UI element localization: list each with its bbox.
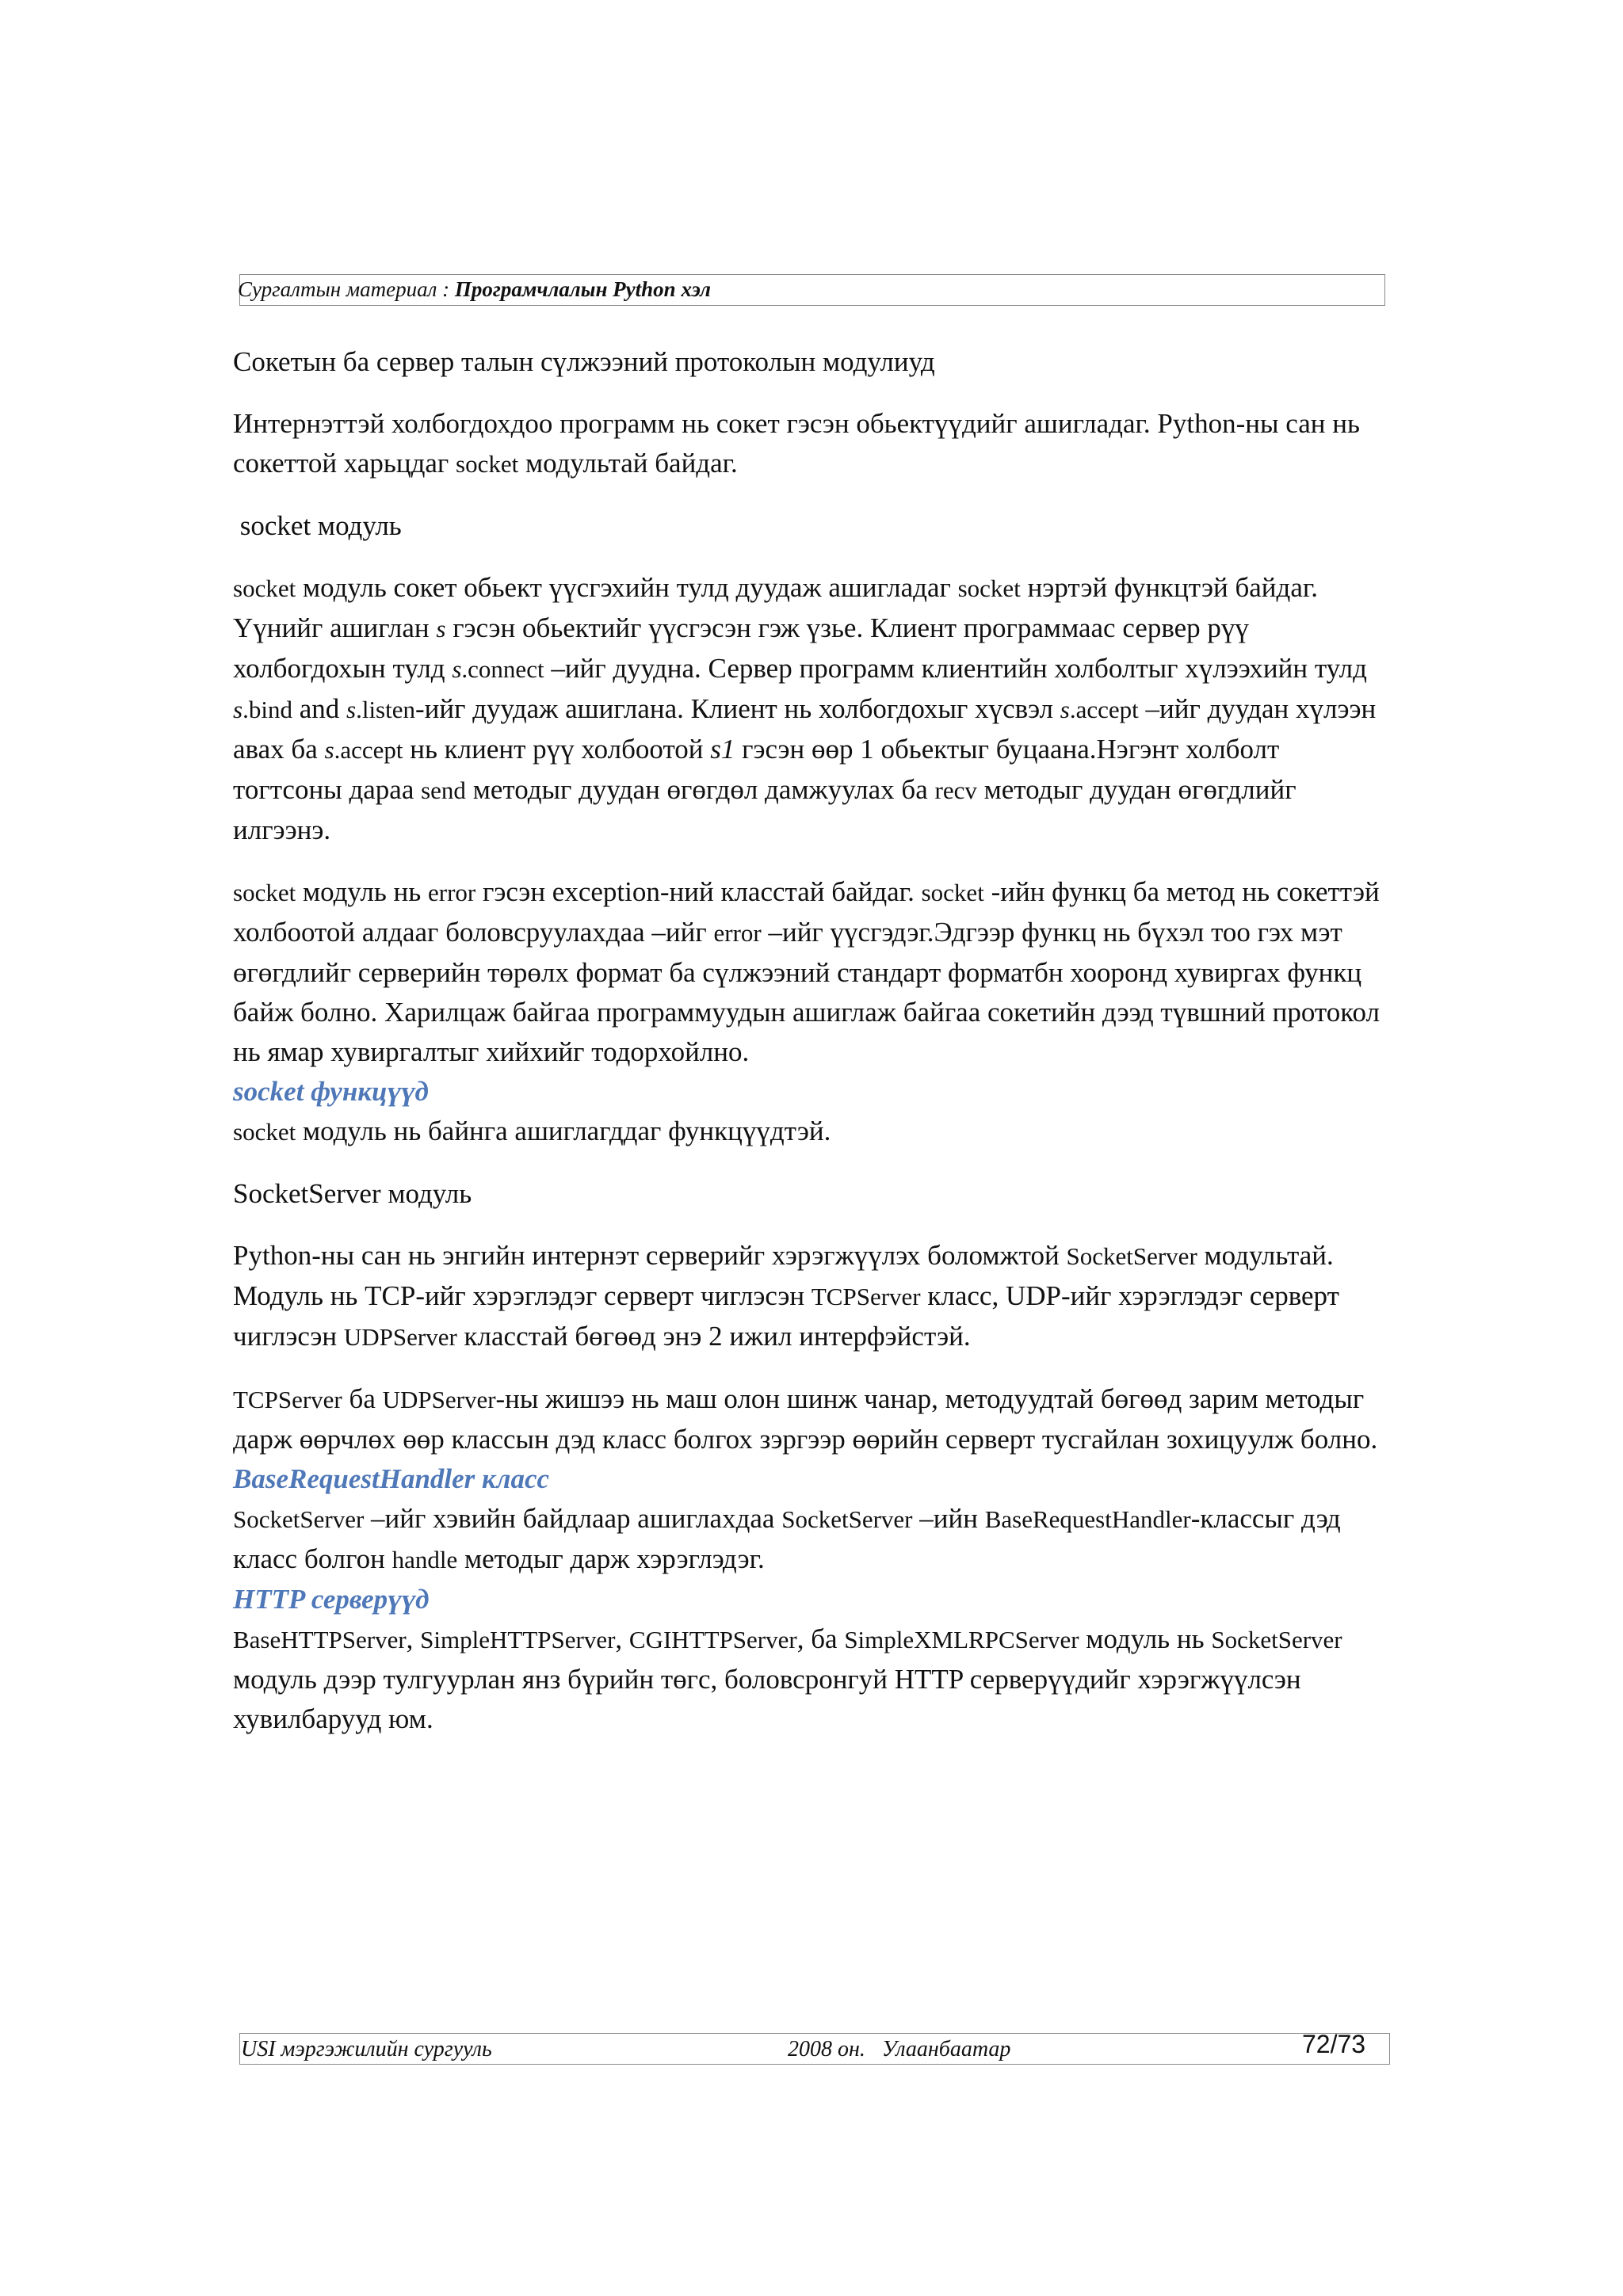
socketserver-paragraph: Python-ны сан нь энгийн интернэт серверийг хэрэгжүүлэх боломжтой SocketServer модультай. Модуль нь TCP-ийг хэрэглэдэг серверт чиглэсэн TCPServer класс, UDP-ийг хэрэглэдэг серверт чиглэсэн UDPServer класстай бөгөөд энэ 2 ижил интерфэйстэй. xyxy=(233,1240,1339,1352)
functions-paragraph: socket модуль нь байнга ашиглагддаг функцүүдтэй. xyxy=(233,1116,831,1146)
socketserver-heading: SocketServer модуль xyxy=(233,1178,472,1209)
header-title: Програмчлалын Python хэл xyxy=(454,277,711,301)
page-number: 72/73 xyxy=(1302,2030,1366,2058)
page-content xyxy=(233,342,1390,1739)
page-header xyxy=(238,277,711,302)
baserequesthandler-paragraph: SocketServer –ийг хэвийн байдлаар ашиглахдаа SocketServer –ийн BaseRequestHandler-классыг дэд класс болгон handle методыг дарж хэрэглэдэг. xyxy=(233,1503,1341,1574)
functions-heading: socket функцүүд xyxy=(233,1076,429,1107)
socket-module-heading: socket модуль xyxy=(233,510,402,541)
header-prefix: Сургалтын материал : xyxy=(238,277,455,301)
socket-paragraph: socket модуль сокет обьект үүсгэхийн тулд дуудаж ашигладаг socket нэртэй функцтэй байдаг. Үүнийг ашиглан s гэсэн обьектийг үүсгэсэн гэж үзье. Клиент программаас сервер рүү холбогдохын тулд s.connect –ийг дуудна. Сервер программ клиентийн холболтыг хүлээхийн тулд s.bind and s.listen-ийг дуудаж ашиглана. Клиент нь холбогдохыг хүсвэл s.accept –ийг дуудан хүлээн авах ба s.accept нь клиент рүү холбоотой s1 гэсэн өөр 1 обьектыг буцаана.Нэгэнт холболт тогтсоны дараа send методыг дуудан өгөгдөл дамжуулах ба recv методыг дуудан өгөгдлийг илгээнэ. xyxy=(233,572,1377,845)
section-title: Сокетын ба сервер талын сүлжээний протоколын модулиуд xyxy=(233,346,935,377)
tcpserver-paragraph: TCPServer ба UDPServer-ны жишээ нь маш олон шинж чанар, методуудтай бөгөөд зарим методыг дарж өөрчлөх өөр классын дэд класс болгох зэргээр өөрийн серверт тусгайлан зохицуулж болно. xyxy=(233,1383,1378,1455)
footer-school: USI мэргэжилийн сургууль xyxy=(241,2037,492,2061)
http-servers-paragraph: BaseHTTPServer, SimpleHTTPServer, CGIHTTPServer, ба SimpleXMLRPCServer модуль нь SocketServer модуль дээр тулгуурлан янз бүрийн төгс, боловсронгуй HTTP серверүүдийг хэрэгжүүлсэн хувилбарууд юм. xyxy=(233,1623,1342,1734)
http-servers-heading: HTTP серверүүд xyxy=(233,1584,430,1615)
error-paragraph: socket модуль нь error гэсэн exception-ний класстай байдаг. socket -ийн функц ба метод нь сокеттэй холбоотой алдааг боловсруулахдаа –ийг error –ийг үүсгэдэг.Эдгээр функц нь бүхэл тоо гэх мэт өгөгдлийг серверийн төрөлх формат ба сүлжээний стандарт форматбн хооронд хувиргах функц байж болно. Харилцаж байгаа программуудын ашиглаж байгаа сокетийн дээд түвшний протокол нь ямар хувиргалтыг хийхийг тодорхойлно. xyxy=(233,876,1380,1067)
footer-date-place: 2008 он. Улаанбаатар xyxy=(788,2037,1011,2061)
baserequesthandler-heading: BaseRequestHandler класс xyxy=(233,1463,550,1494)
intro-paragraph: Интернэттэй холбогдохдоо программ нь сокет гэсэн обьектүүдийг ашигладаг. Python-ны сан нь сокеттой харьцдаг socket модультай байдаг. xyxy=(233,408,1360,479)
